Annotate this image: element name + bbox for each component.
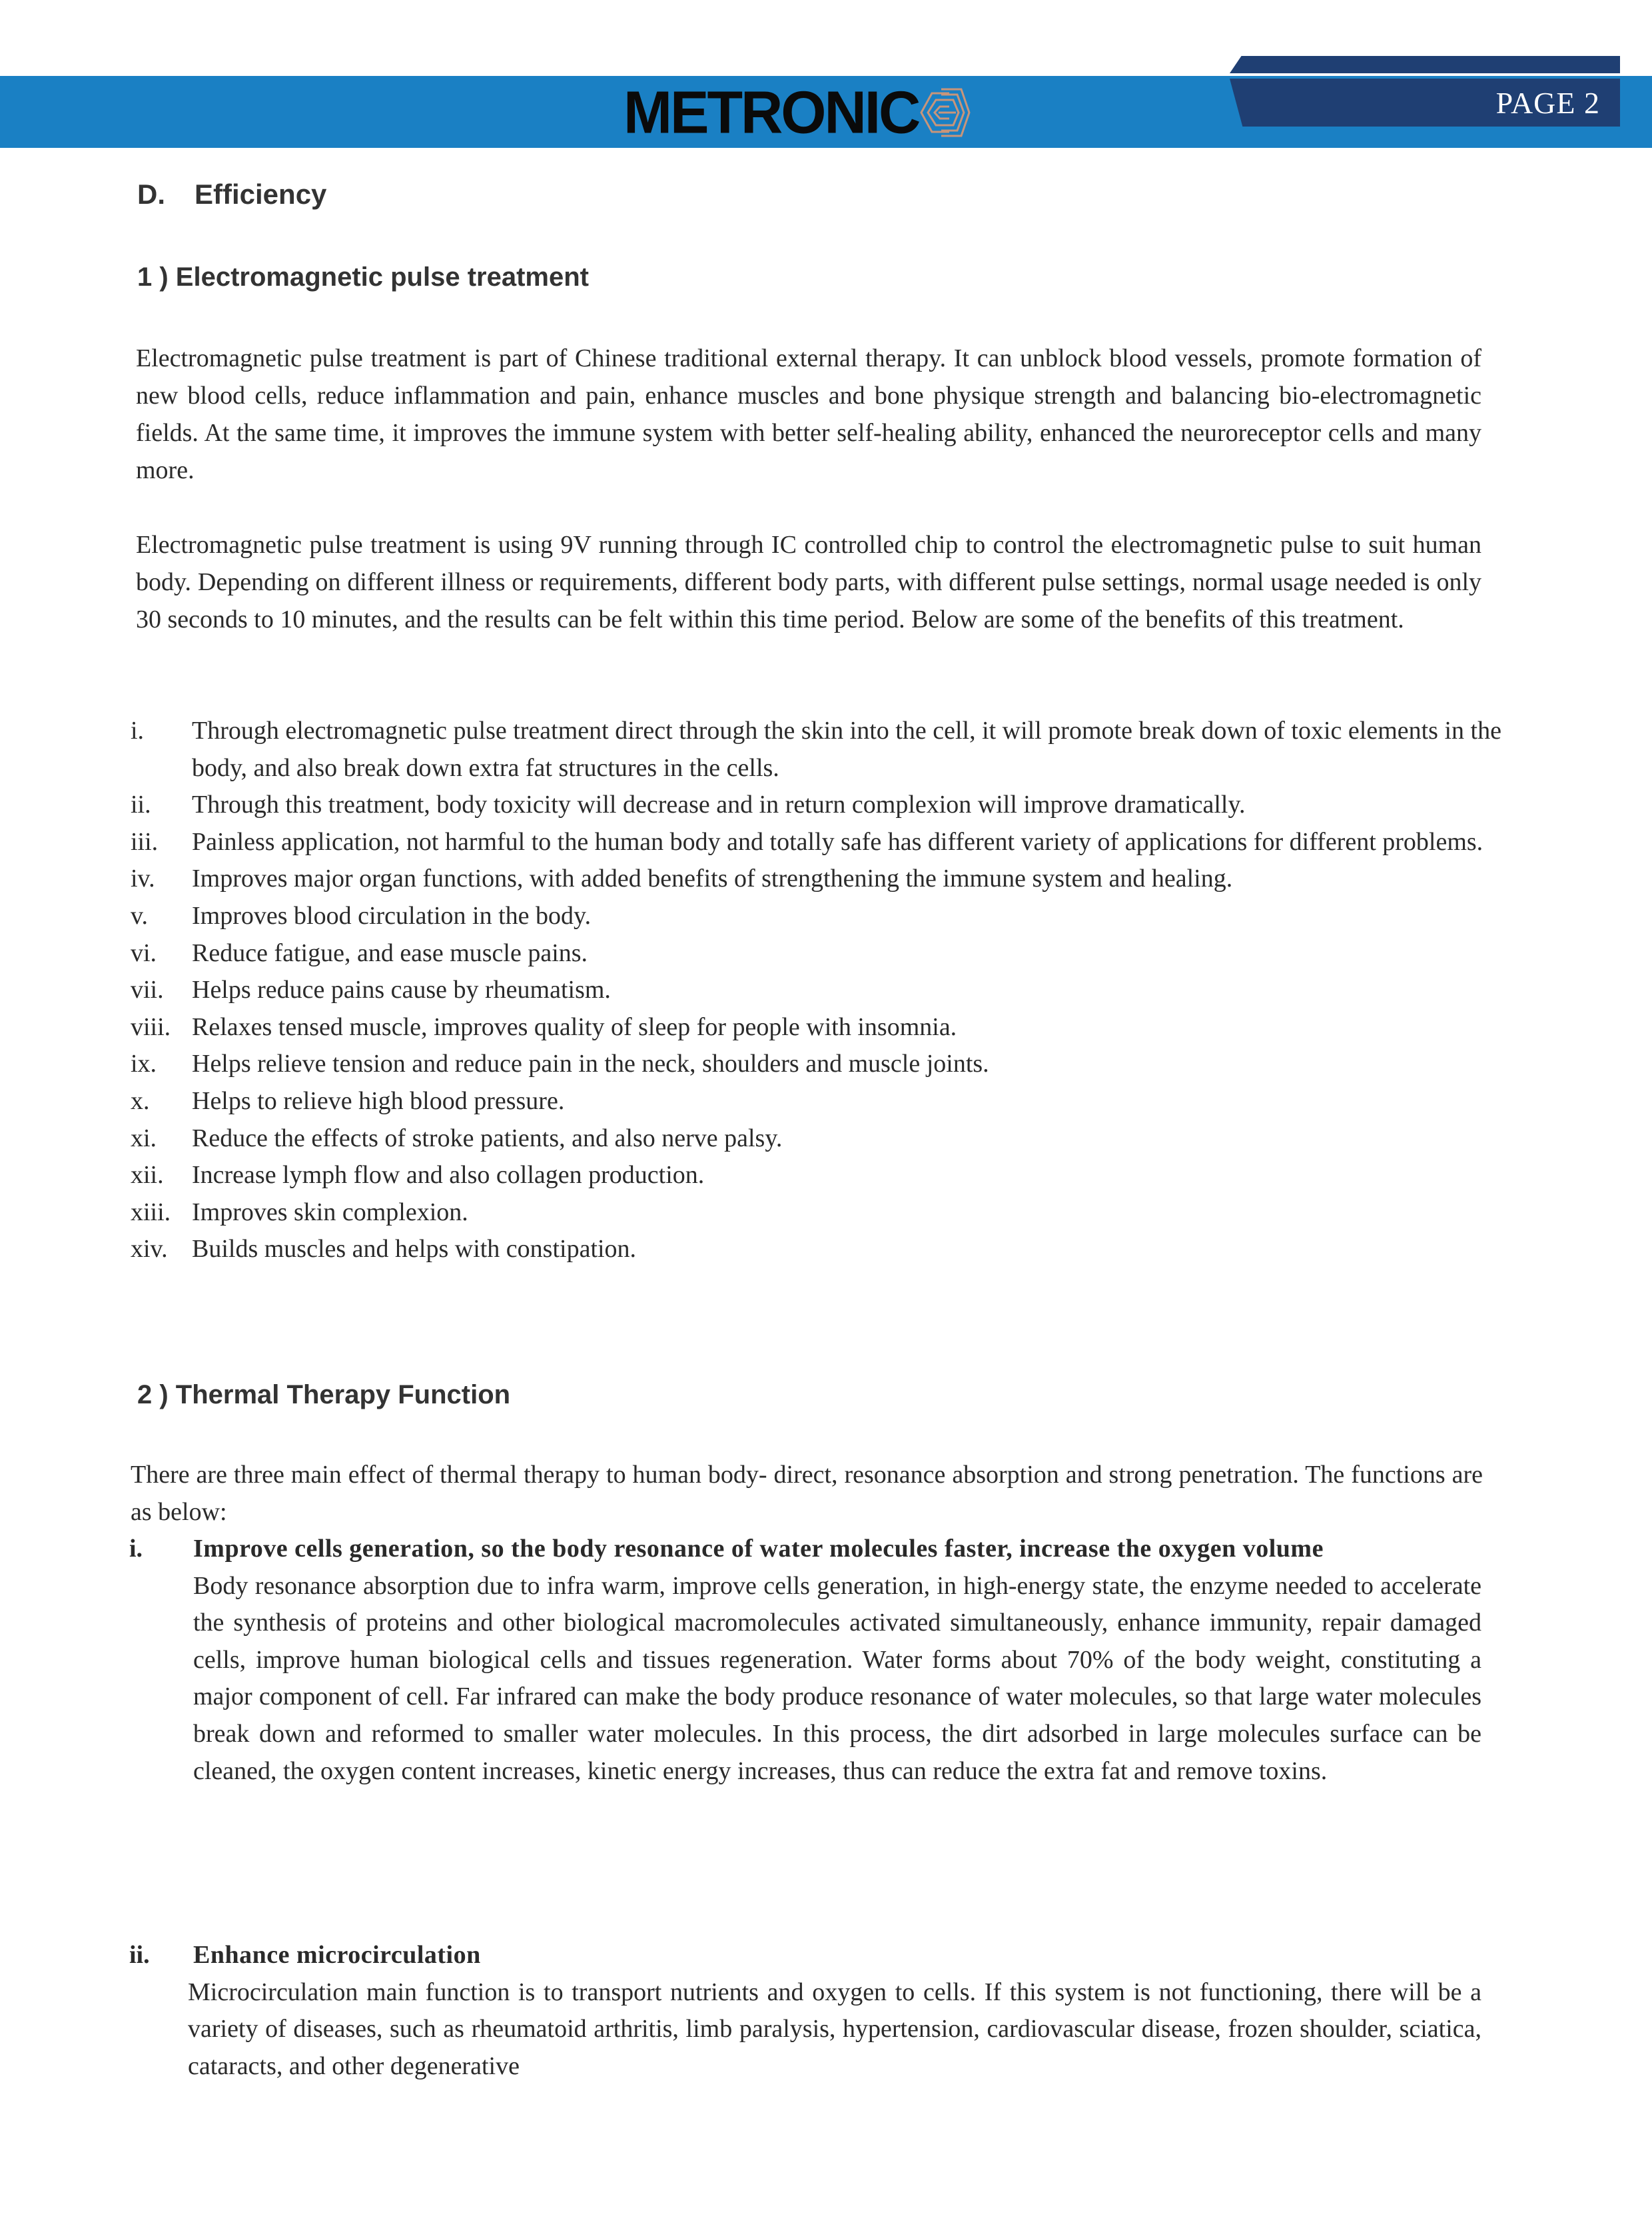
list-item: vii. Helps reduce pains cause by rheumatism. — [131, 976, 611, 1004]
header-accent-tab — [1230, 56, 1620, 73]
list-item: xi. Reduce the effects of stroke patients, and also nerve palsy. — [131, 1124, 783, 1152]
function-description: Microcirculation main function is to transport nutrients and oxygen to cells. If this system is not functioning, there will be a variety of diseases, such as rheumatoid arthritis, limb paralysis, hypertension, cardiovascular disease, frozen shoulder, sciatica, cataracts, and other degenerative — [188, 1978, 1481, 2080]
brand-chevron-icon — [919, 87, 972, 139]
list-item: xii. Increase lymph flow and also collagen production. — [131, 1161, 705, 1190]
function-title: Enhance microcirculation — [193, 1941, 481, 1969]
section-letter: D. — [137, 179, 165, 210]
list-item: iv. Improves major organ functions, with added benefits of strengthening the immune system and healing. — [131, 865, 1233, 893]
list-item: iii. Painless application, not harmful to the human body and totally safe has different variety of applications for different problems. — [131, 827, 1483, 856]
thermal-intro: There are three main effect of thermal therapy to human body- direct, resonance absorption and strong penetration. The functions are as below: — [131, 1461, 1483, 1526]
brand-wordmark: METRONIC — [623, 79, 919, 147]
thermal-heading: 2 ) Thermal Therapy Function — [137, 1380, 511, 1409]
section-title: Efficiency — [195, 179, 327, 210]
function-number: i. — [129, 1535, 143, 1563]
list-item: v. Improves blood circulation in the body. — [131, 901, 592, 930]
thermal-function-item — [129, 1937, 1481, 2085]
list-item: ii. Through this treatment, body toxicity will decrease and in return complexion will improve dramatically. — [131, 791, 1246, 819]
list-item: xiv. Builds muscles and helps with constipation. — [131, 1235, 637, 1264]
list-item: vi. Reduce fatigue, and ease muscle pains. — [131, 938, 588, 967]
list-item: x. Helps to relieve high blood pressure. — [131, 1086, 565, 1115]
thermal-function-item — [129, 1531, 1481, 1790]
list-item: viii. Relaxes tensed muscle, improves quality of sleep for people with insomnia. — [131, 1012, 957, 1041]
list-item: ix. Helps relieve tension and reduce pain in the neck, shoulders and muscle joints. — [131, 1050, 989, 1078]
function-number: ii. — [129, 1941, 150, 1969]
function-title: Improve cells generation, so the body resonance of water molecules faster, increase the oxygen volume — [193, 1535, 1324, 1563]
page-number-label: PAGE 2 — [1495, 86, 1600, 120]
section-heading — [137, 179, 326, 210]
list-item: xiii. Improves skin complexion. — [131, 1198, 468, 1226]
function-description: Body resonance absorption due to infra warm, improve cells generation, in high-energy state, the enzyme needed to accelerate the synthesis of proteins and other biological macromolecules activated simultaneously, enhance immunity, repair damaged cells, improve human biological cells and tissues regeneration. Water forms about 70% of the body weight, constituting a major component of cell. Far infrared can make the body produce resonance of water molecules, so that large water molecules break down and reformed to smaller water molecules. In this process, the dirt adsorbed in large molecules surface can be cleaned, the oxygen content increases, kinetic energy increases, thus can reduce the extra fat and remove toxins. — [193, 1571, 1481, 1785]
brand-logo — [623, 79, 972, 147]
emp-paragraph-1: Electromagnetic pulse treatment is part of Chinese traditional external therapy. It can unblock blood vessels, promote formation of new blood cells, reduce inflammation and pain, enhance muscles and bone physique strength and balancing bio-electromagnetic fields. At the same time, it improves the immune system with better self-healing ability, enhanced the neuroreceptor cells and many more. — [136, 344, 1481, 484]
emp-paragraph-2: Electromagnetic pulse treatment is using 9V running through IC controlled chip to control the electromagnetic pulse to suit human body. Depending on different illness or requirements, different body parts, with different pulse settings, normal usage needed is only 30 seconds to 10 minutes, and the results can be felt within this time period. Below are some of the benefits of this treatment. — [136, 531, 1481, 633]
emp-benefits-list — [131, 713, 1503, 1268]
emp-heading: 1 ) Electromagnetic pulse treatment — [137, 262, 589, 292]
list-item: i. Through electromagnetic pulse treatment direct through the skin into the cell, it will promote break down of toxic elements in the body, and also break down extra fat structures in the cells. — [131, 717, 1501, 782]
